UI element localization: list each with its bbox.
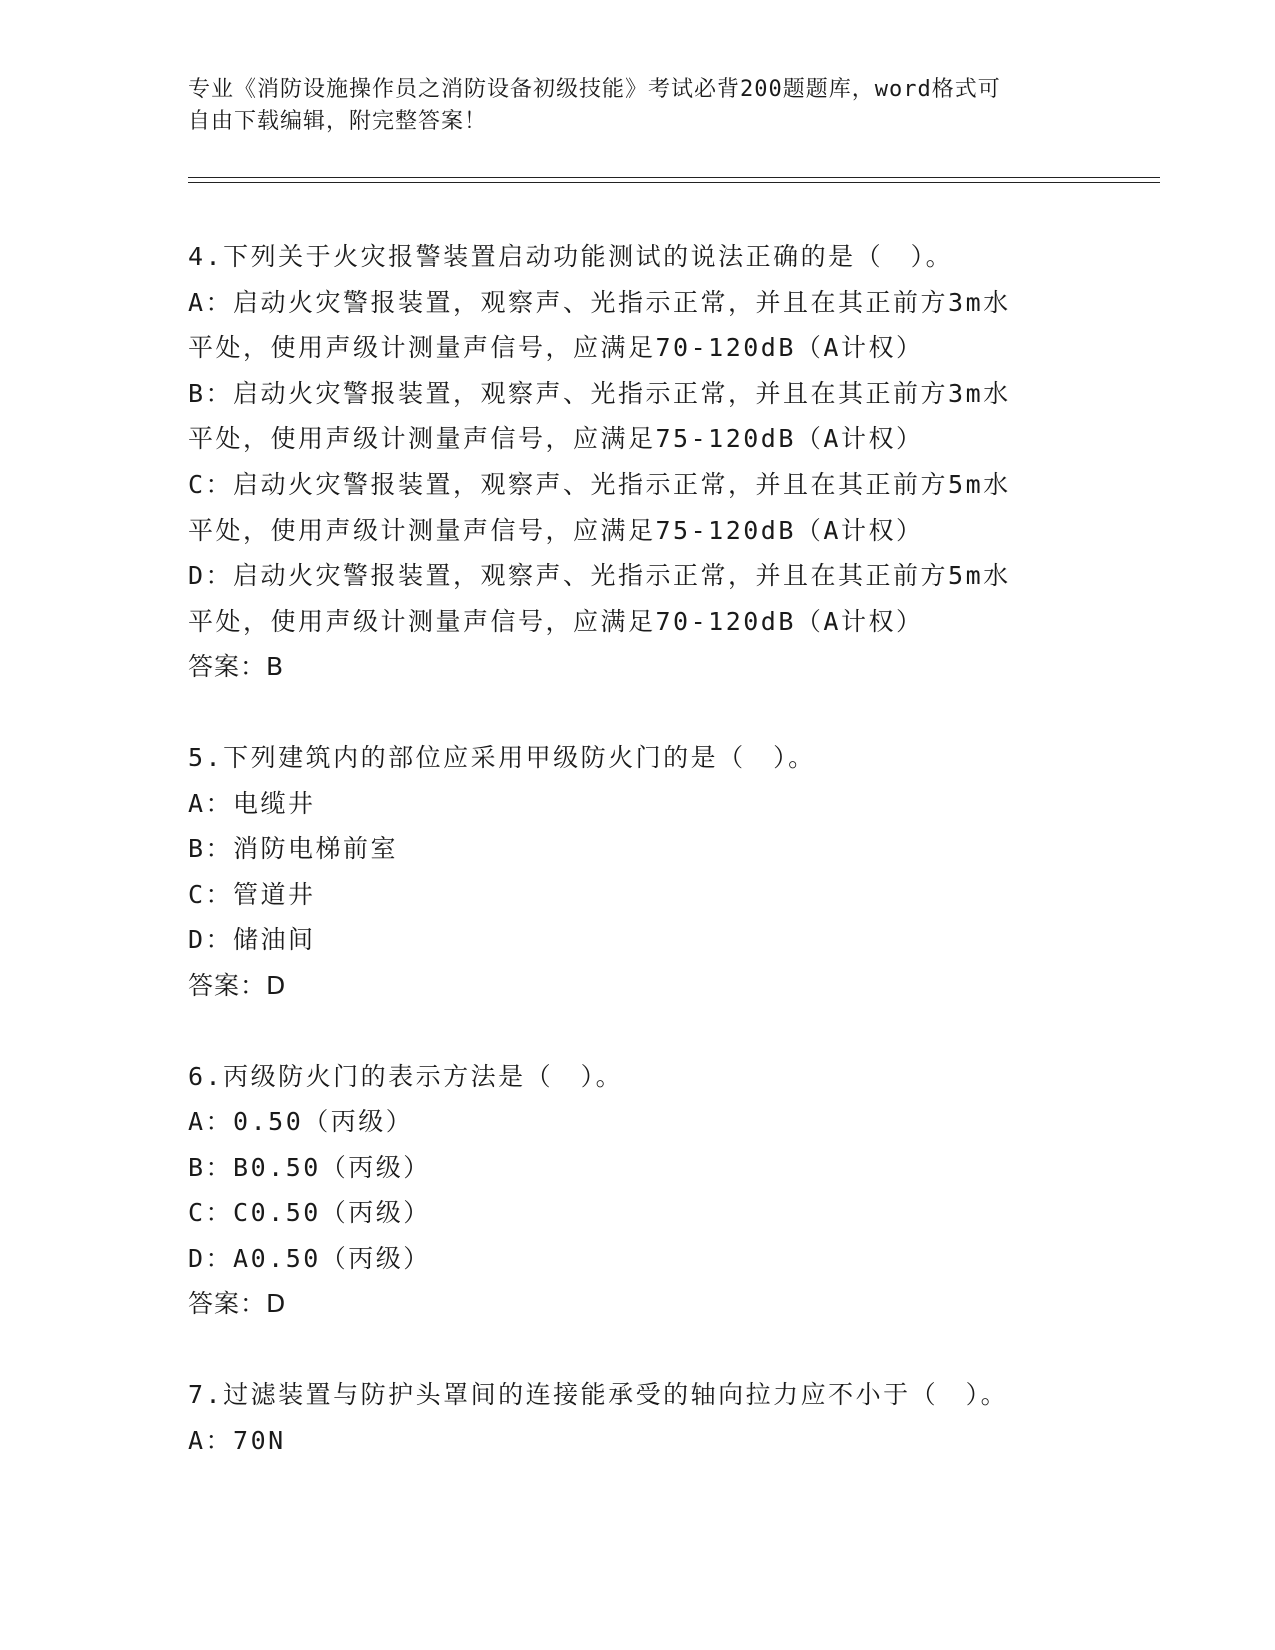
- question-stem: 4.下列关于火灾报警装置启动功能测试的说法正确的是（ ）。: [188, 242, 954, 271]
- question-7: [188, 1372, 1088, 1463]
- question-stem: 6.丙级防火门的表示方法是（ ）。: [188, 1061, 624, 1091]
- option-d-cont: 平处，使用声级计测量声信号，应满足70-120dB（A计权）: [188, 606, 924, 636]
- option-d: D：启动火灾警报装置，观察声、光指示正常，并且在其正前方5m水: [188, 561, 1011, 591]
- question-list: [188, 234, 1088, 1463]
- option-c: C：启动火灾警报装置，观察声、光指示正常，并且在其正前方5m水: [188, 469, 1011, 499]
- option-d: D：A0.50（丙级）: [188, 1243, 431, 1273]
- option-c: C：C0.50（丙级）: [188, 1198, 431, 1228]
- document-header: [188, 74, 1088, 138]
- header-divider-top: [188, 177, 1160, 178]
- option-b: B：启动火灾警报装置，观察声、光指示正常，并且在其正前方3m水: [188, 378, 1011, 408]
- question-5: [188, 735, 1088, 1009]
- question-stem: 5.下列建筑内的部位应采用甲级防火门的是（ ）。: [188, 742, 816, 772]
- answer: 答案：B: [188, 652, 285, 682]
- option-b: B：B0.50（丙级）: [188, 1152, 431, 1182]
- answer: 答案：D: [188, 970, 287, 1000]
- option-a: A：0.50（丙级）: [188, 1107, 414, 1137]
- header-divider-bottom: [188, 182, 1160, 183]
- option-d: D：储油间: [188, 925, 316, 955]
- option-a-cont: 平处，使用声级计测量声信号，应满足70-120dB（A计权）: [188, 333, 924, 363]
- question-stem: 7.过滤装置与防护头罩间的连接能承受的轴向拉力应不小于（ ）。: [188, 1380, 1009, 1410]
- option-c-cont: 平处，使用声级计测量声信号，应满足75-120dB（A计权）: [188, 515, 924, 545]
- question-4: [188, 234, 1088, 690]
- option-c: C：管道井: [188, 879, 316, 909]
- option-b-cont: 平处，使用声级计测量声信号，应满足75-120dB（A计权）: [188, 424, 924, 454]
- option-b: B：消防电梯前室: [188, 834, 399, 864]
- option-a: A：70N: [188, 1425, 286, 1455]
- option-a: A：启动火灾警报装置，观察声、光指示正常，并且在其正前方3m水: [188, 287, 1011, 317]
- question-6: [188, 1054, 1088, 1328]
- header-line-1: 专业《消防设施操作员之消防设备初级技能》考试必背200题题库，word格式可: [188, 77, 1001, 102]
- option-a: A：电缆井: [188, 788, 316, 818]
- header-line-2: 自由下载编辑，附完整答案！: [188, 109, 488, 134]
- answer: 答案：D: [188, 1289, 287, 1319]
